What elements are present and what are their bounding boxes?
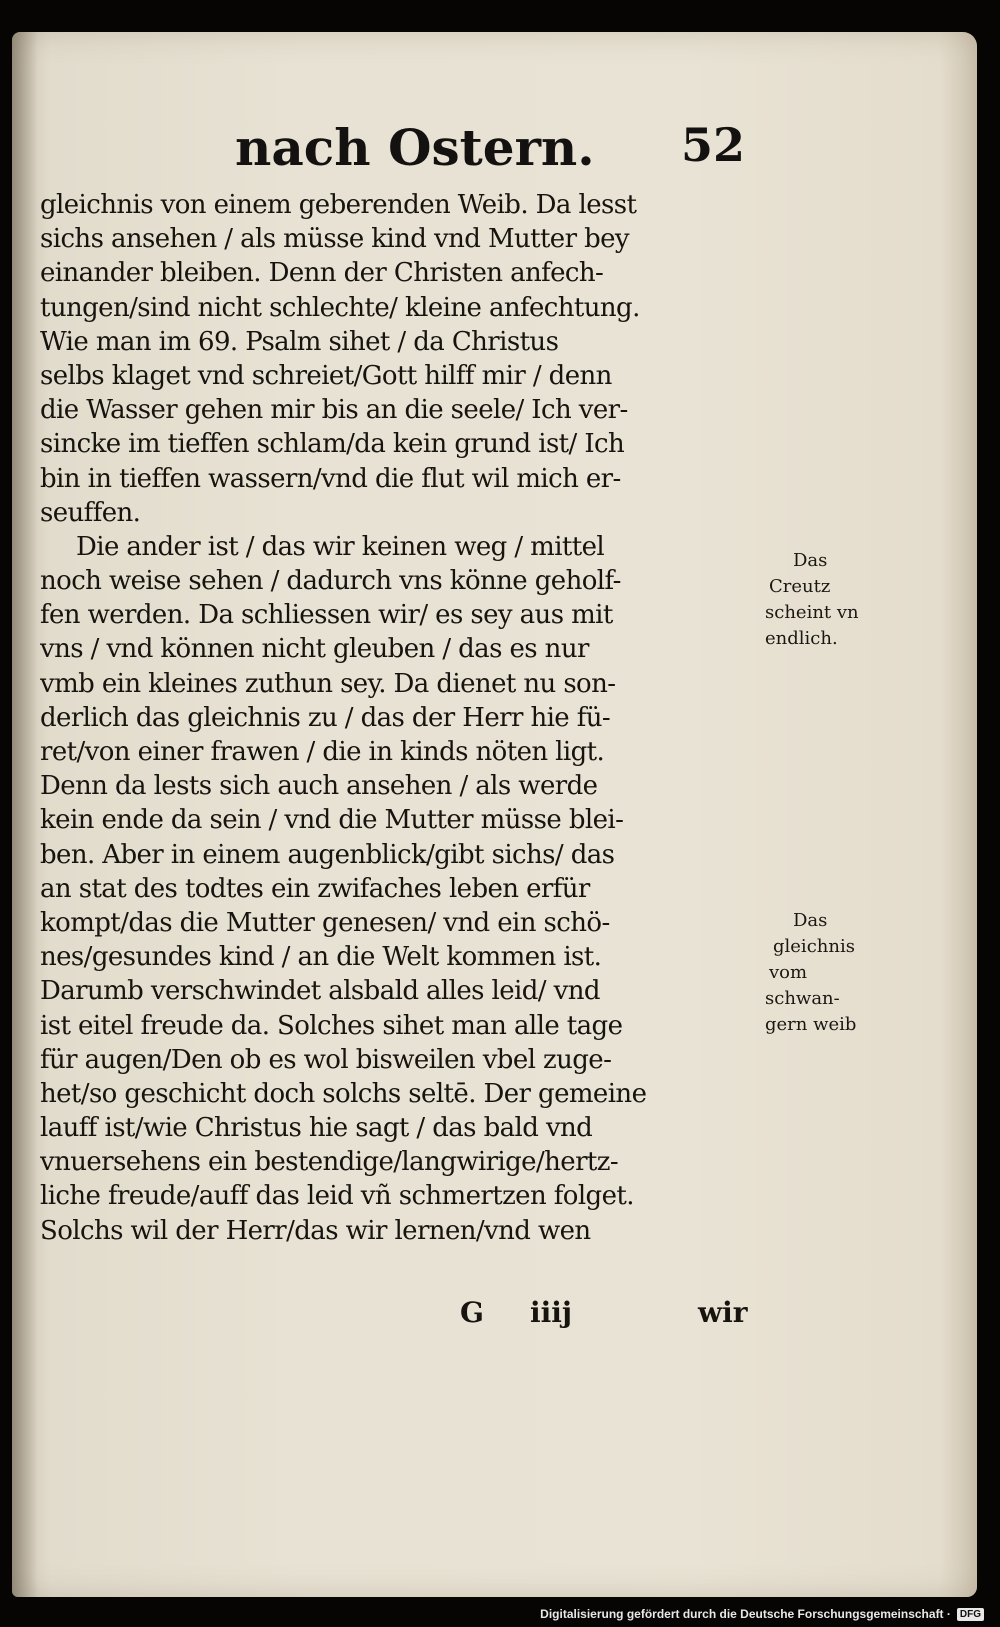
page-gutter-shadow (12, 32, 38, 1597)
marginal-note-parable (765, 908, 895, 1038)
running-head-title: nach Ostern. (235, 118, 595, 177)
text-line: sichs ansehen / als müsse kind vnd Mutter bey (40, 224, 630, 255)
funding-credit: Digitalisierung gefördert durch die Deutsche Forschungsgemeinschaft · (540, 1607, 951, 1621)
text-line: seuffen. (40, 497, 141, 528)
text-line: noch weise sehen / dadurch vns könne geholf- (40, 566, 621, 597)
dfg-logo: DFG (957, 1608, 984, 1621)
text-line: kompt/das die Mutter genesen/ vnd ein schö- (40, 907, 610, 938)
text-line: Solchs wil der Herr/das wir lernen/vnd wen (40, 1215, 591, 1246)
text-line: selbs klaget vnd schreiet/Gott hilff mir / denn (40, 360, 612, 391)
digitization-footer (540, 1603, 984, 1625)
marginal-line: Creutz (769, 576, 831, 597)
text-line: fen werden. Da schliessen wir/ es sey aus mit (40, 600, 613, 631)
text-line: Denn da lests sich auch ansehen / als werde (40, 771, 598, 802)
body-text (40, 188, 760, 1248)
marginal-line: scheint vn (765, 602, 859, 623)
marginal-line: vom (769, 962, 808, 983)
text-line: nes/gesundes kind / an die Welt kommen ist. (40, 942, 602, 973)
signature-number: iiij (530, 1296, 573, 1329)
text-line: gleichnis von einem geberenden Weib. Da lesst (40, 190, 637, 220)
text-line: lauff ist/wie Christus hie sagt / das bald vnd (40, 1113, 593, 1144)
text-line: vns / vnd können nicht gleuben / das es nur (40, 634, 589, 665)
text-line: ret/von einer frawen / die in kinds nöten ligt. (40, 737, 605, 767)
marginal-line: Das (793, 910, 828, 931)
text-line: bin in tieffen wassern/vnd die flut wil mich er- (40, 463, 621, 494)
text-line: vmb ein kleines zuthun sey. Da dienet nu son- (40, 668, 616, 699)
text-line: für augen/Den ob es wol bisweilen vbel zuge- (40, 1044, 612, 1075)
text-line: derlich das gleichnis zu / das der Herr hie fü- (40, 702, 611, 733)
text-line: die Wasser gehen mir bis an die seele/ Ich ver- (40, 395, 628, 426)
text-line: Wie man im 69. Psalm sihet / da Christus (40, 326, 559, 357)
text-line: tungen/sind nicht schlechte/ kleine anfechtung. (40, 292, 640, 323)
text-line: vnuersehens ein bestendige/langwirige/hertz- (40, 1147, 619, 1178)
signature-mark: G (460, 1296, 484, 1329)
text-line: einander bleiben. Denn der Christen anfech- (40, 258, 604, 289)
marginal-line: schwan- (765, 988, 840, 1009)
paragraph-start-line: Die ander ist / das wir keinen weg / mittel (76, 531, 605, 562)
text-line: sincke im tieffen schlam/da kein grund ist/ Ich (40, 429, 625, 460)
folio-number: 52 (680, 118, 745, 172)
marginal-line: endlich. (765, 628, 838, 649)
marginal-line: gern weib (765, 1014, 857, 1035)
text-line: kein ende da sein / vnd die Mutter müsse blei- (40, 805, 624, 836)
marginal-line: Das (793, 550, 828, 571)
running-head (235, 118, 745, 188)
text-line: liche freude/auff das leid vñ schmertzen folget. (40, 1181, 634, 1212)
marginal-note-cross (765, 548, 895, 652)
text-line: ist eitel freude da. Solches sihet man alle tage (40, 1010, 623, 1041)
text-line: het/so geschicht doch solchs seltē. Der gemeine (40, 1078, 647, 1109)
marginal-line: gleichnis (773, 936, 855, 957)
text-line: an stat des todtes ein zwifaches leben erfür (40, 873, 590, 904)
text-line: ben. Aber in einem augenblick/gibt sichs/ das (40, 839, 615, 870)
catchword: wir (698, 1296, 748, 1329)
text-line: Darumb verschwindet alsbald alles leid/ vnd (40, 976, 600, 1007)
